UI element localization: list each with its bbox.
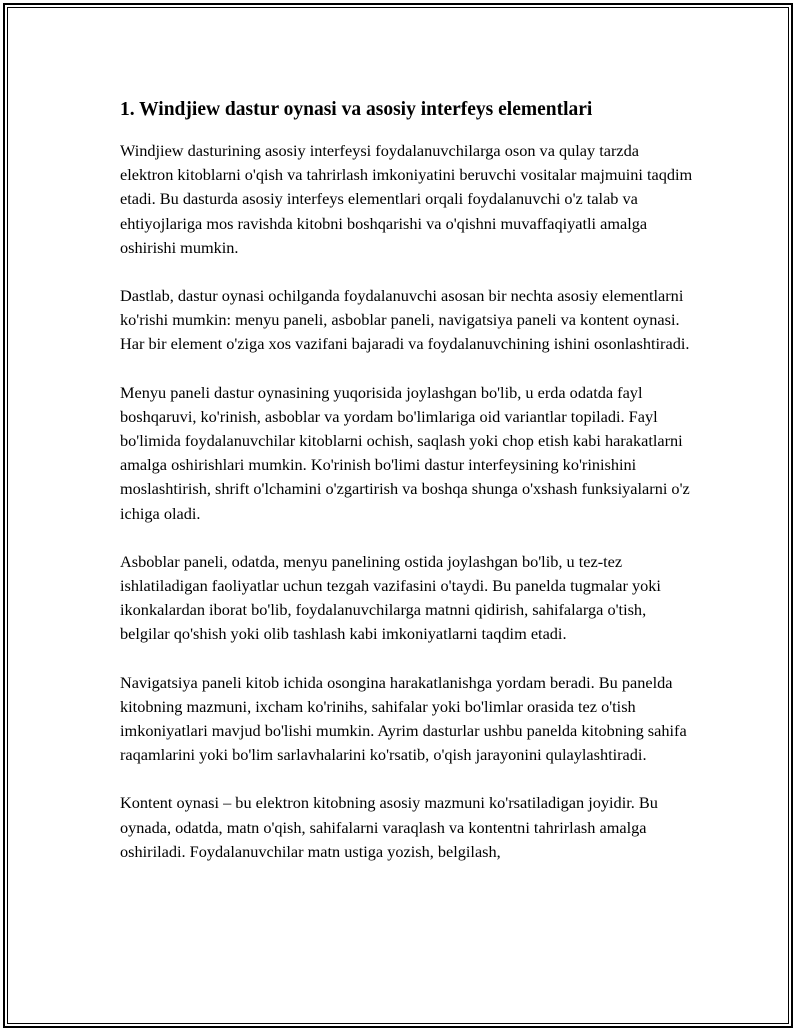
paragraph-menu-panel: Menyu paneli dastur oynasining yuqorisida joylashgan bo'lib, u erda odatda fayl boshqaruvi, ko'rinish, asboblar va yordam bo'limlariga oid variantlar topiladi. Fayl bo'limida foydalanuvchilar kitoblarni ochish, saqlash yoki chop etish kabi harakatlarni amalga oshirishlari mumkin. Ko'rinish bo'limi dastur interfeysining ko'rinishini moslashtirish, shrift o'lchamini o'zgartirish va boshqa shunga o'xshash funksiyalarni o'z ichiga oladi. <box>120 382 690 523</box>
paragraph-main-elements: Dastlab, dastur oynasi ochilganda foydalanuvchi asosan bir nechta asosiy elementlarni ko'rishi mumkin: menyu paneli, asboblar paneli, navigatsiya paneli va kontent oynasi. Har bir element o'ziga xos vazifani bajaradi va foydalanuvchining ishini osonlashtiradi. <box>120 286 690 354</box>
paragraph-content-window: Kontent oynasi – bu elektron kitobning asosiy mazmuni ko'rsatiladigan joyidir. Bu oynada, odatda, matn o'qish, sahifalarni varaqlash va kontentni tahrirlash amalga oshiriladi. Foydalanuvchilar matn ustiga yozish, belgilash, <box>120 793 658 861</box>
section-heading: 1. Windjiew dastur oynasi va asosiy interfeys elementlari <box>120 99 593 120</box>
paragraph-toolbar: Asboblar paneli, odatda, menyu panelining ostida joylashgan bo'lib, u tez-tez ishlatiladigan faoliyatlar uchun tezgah vazifasini o'taydi. Bu panelda tugmalar yoki ikonkalardan iborat bo'lib, foydalanuvchilarga matnni qidirish, sahifalarga o'tish, belgilar qo'shish yoki olib tashlash kabi imkoniyatlarni taqdim etadi. <box>120 551 661 644</box>
paragraph-navigation-panel: Navigatsiya paneli kitob ichida osongina harakatlanishga yordam beradi. Bu panelda kitobning mazmuni, ixcham ko'rinihs, sahifalar yoki bo'limlar orasida tez o'tish imkoniyatlari mavjud bo'lishi mumkin. Ayrim dasturlar ushbu panelda kitobning sahifa raqamlarini yoki bo'lim sarlavhalarini ko'rsatib, o'qish jarayonini qulaylashtiradi. <box>120 672 687 765</box>
paragraph-intro: Windjiew dasturining asosiy interfeysi foydalanuvchilarga oson va qulay tarzda elektron kitoblarni o'qish va tahrirlash imkoniyatini beruvchi vositalar majmuini taqdim etadi. Bu dasturda asosiy interfeys elementlari orqali foydalanuvchi o'z talab va ehtiyojlariga mos ravishda kitobni boshqarishi va o'qishni muvaffaqiyatli amalga oshirishi mumkin. <box>120 141 693 257</box>
document-body <box>120 97 694 888</box>
document-page <box>3 3 793 1028</box>
